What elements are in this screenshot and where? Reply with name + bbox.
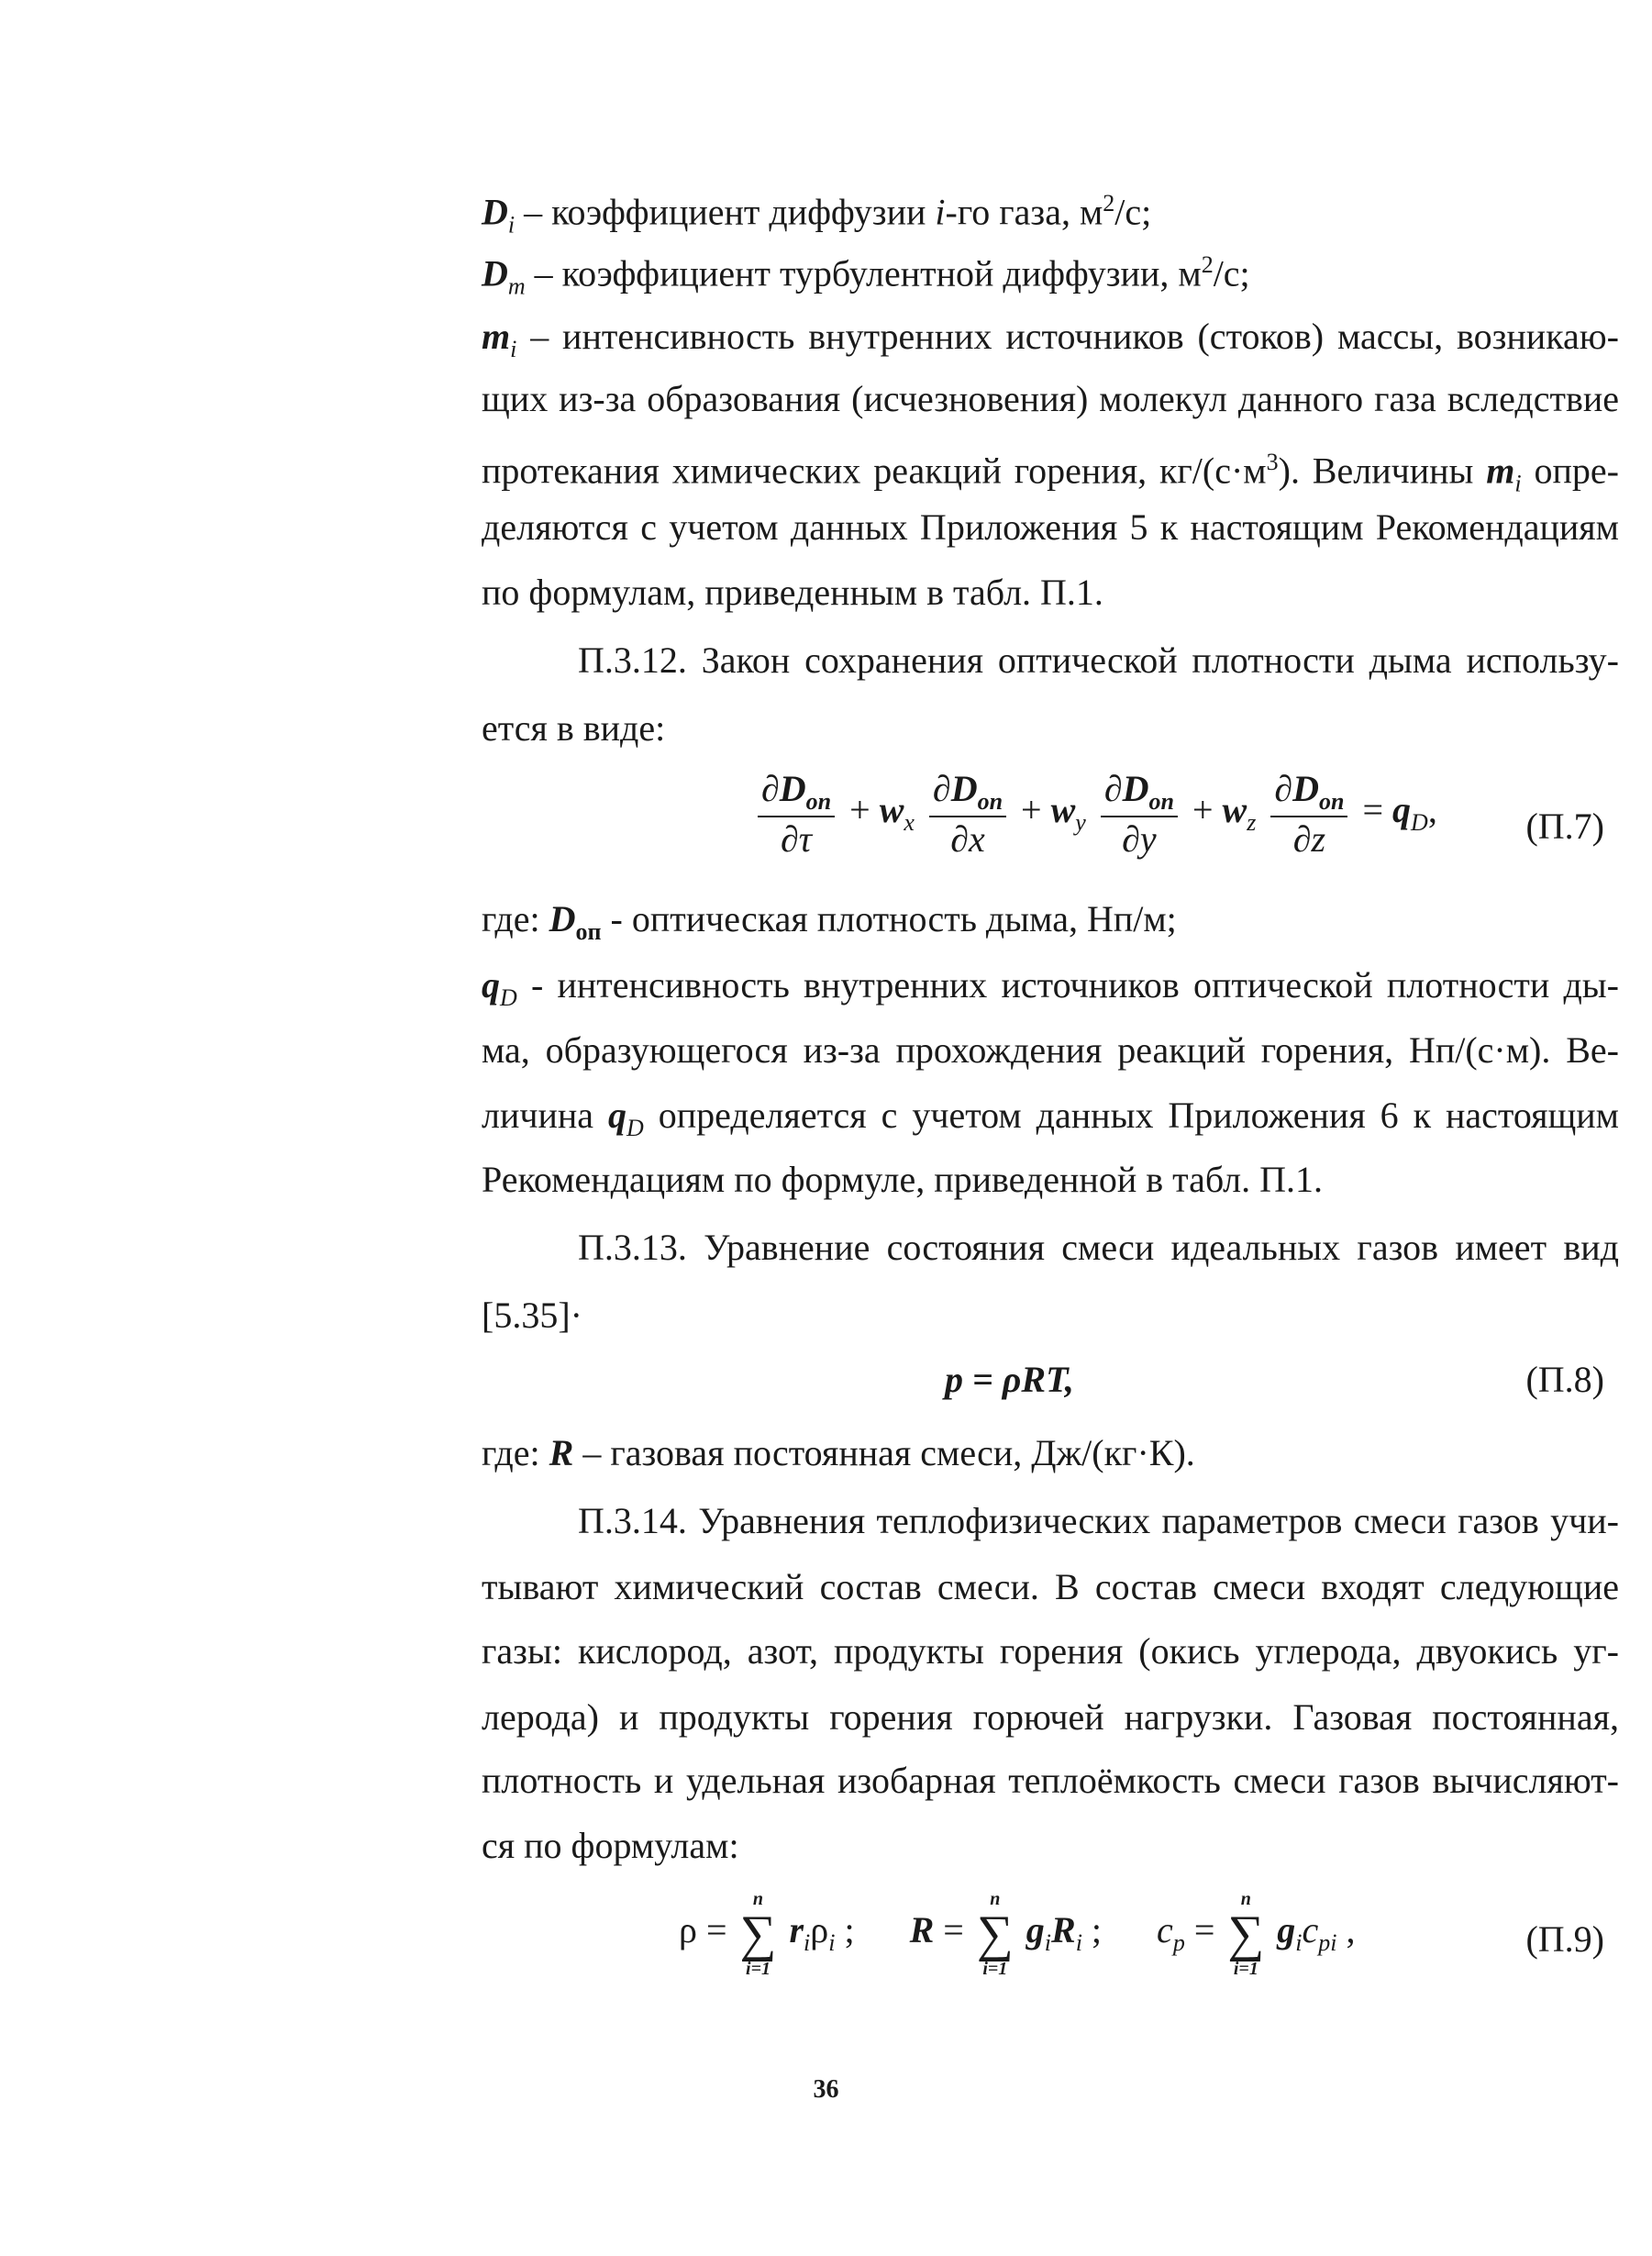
- text-line-9: ется в виде:: [482, 707, 666, 749]
- text-line-10: где: $D_{оп}$ - оптическая плотность дыма, Нп/м;: [482, 898, 1177, 945]
- text-line-18: П.3.14. Уравнения теплофизических параметров смеси газов учи-: [578, 1500, 1619, 1541]
- equation-number-p8: (П.8): [1525, 1359, 1604, 1400]
- equation-p9: ρ = n ∑ i=1 $r_i\rho_i$ ; R = n ∑ i=1 $g_iR_i$ ; $c_p$ = n ∑ i=1 $g_ic_{pi}$ ,: [679, 1889, 1356, 1979]
- text-line-12: ма, образующегося из-за прохождения реакций горения, Нп/(с·м). Ве-: [482, 1029, 1619, 1071]
- text-line-3: $m_i$ – интенсивность внутренних источников (стоков) массы, возникаю-: [482, 316, 1619, 362]
- equation-number-p7: (П.7): [1525, 806, 1604, 847]
- text-line-19: тывают химический состав смеси. В состав смеси входят следующие: [482, 1566, 1619, 1607]
- text-line-7: по формулам, приведенным в табл. П.1.: [482, 572, 1103, 613]
- text-line-5: протекания химических реакций горения, $кг/(с\cdot м^3)$. Величины $m_i$ опре-: [482, 449, 1619, 497]
- text-line-21: лерода) и продукты горения горючей нагрузки. Газовая постоянная,: [482, 1696, 1619, 1738]
- text-line-16: [5.35]·: [482, 1295, 582, 1336]
- text-line-15: П.3.13. Уравнение состояния смеси идеальных газов имеет вид: [578, 1227, 1619, 1268]
- equation-p7: $\frac{\partial D_{оп}}{\partial\tau}$ + $w_x$ $\frac{\partial D_{оп}}{\partial x}$ + $w_y$ $\frac{\partial D_{оп}}{\partial y}$ + $w_z$ $\frac{\partial D_{оп}}{\partial z}$ = $q_D$,: [752, 767, 1437, 861]
- equation-p8: [945, 1358, 1074, 1401]
- page-number: 36: [813, 2075, 839, 2104]
- equation-p8-formula: p = ρRT,: [945, 1359, 1074, 1400]
- text-line-23: ся по формулам:: [482, 1825, 739, 1866]
- text-line-20: газы: кислород, азот, продукты горения (окись углерода, двуокись уг-: [482, 1630, 1619, 1672]
- text-line-8: П.3.12. Закон сохранения оптической плотности дыма использу-: [578, 639, 1619, 681]
- text-line-14: Рекомендациям по формуле, приведенной в табл. П.1.: [482, 1159, 1324, 1200]
- text-line-4: щих из-за образования (исчезновения) молекул данного газа вследствие: [482, 378, 1619, 419]
- text-line-1: $D_i$ – коэффициент диффузии i-го газа, $м^2/с$;: [482, 190, 1152, 239]
- text-line-11: $q_D$ - интенсивность внутренних источников оптической плотности ды-: [482, 964, 1619, 1011]
- text-line-22: плотность и удельная изобарная теплоёмкость смеси газов вычисляют-: [482, 1760, 1619, 1801]
- text-line-6: деляются с учетом данных Приложения 5 к настоящим Рекомендациям: [482, 506, 1619, 548]
- text-line-2: $D_т$ – коэффициент турбулентной диффузии, $м^2/с$;: [482, 251, 1250, 300]
- text-line-17: где: R – газовая постоянная смеси, Дж/(кг·К).: [482, 1432, 1195, 1473]
- equation-number-p9: (П.9): [1525, 1918, 1604, 1960]
- text-line-13: личина $q_D$ определяется с учетом данных Приложения 6 к настоящим: [482, 1095, 1619, 1141]
